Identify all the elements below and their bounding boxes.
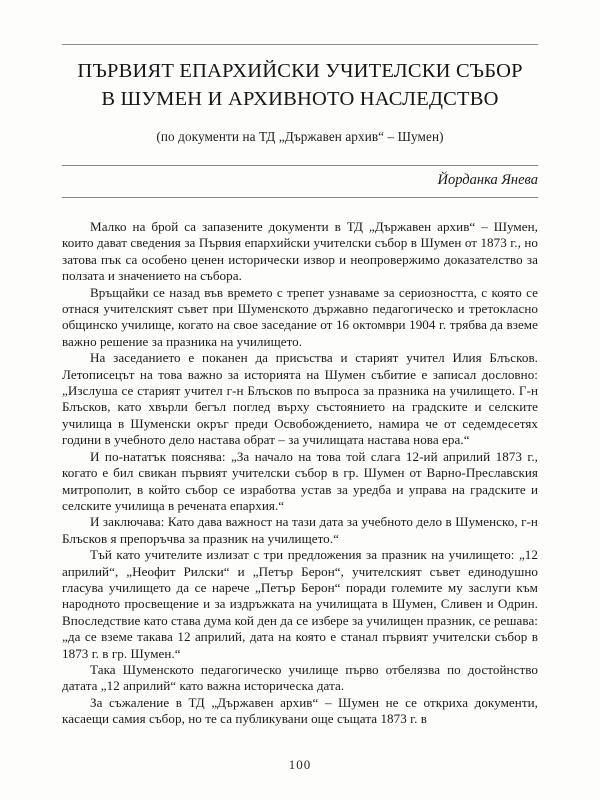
body-paragraph: Тъй като учителите излизат с три предложения за празник на училището: „12 априлий“, „Неофит Рилски“ и „Петър Берон“, учителският съвет единодушно гласува училището да се нарече „Петър Берон“ поради големите му заслуги към народното просвещение и за издръжката на училищата в Шумен, Сливен и Одрин. Впоследствие като става дума кой ден да се избере за училищен празник, се решава: „да се вземе такава 12 априлий, дата на която е станал първият учителски събор в 1873 г. в гр. Шумен.“ — [62, 547, 538, 661]
body-paragraph: Така Шуменското педагогическо училище първо отбелязва по достойнство датата „12 априлий“ като важна историческа дата. — [62, 661, 538, 694]
body-paragraph: Връщайки се назад във времето с трепет узнаваме за сериозността, с която се отнася учителският съвет при Шуменското държавно педагогическо и третокласно общинско училище, когато на свое заседание от 16 октомври 1904 г. трябва да вземе важно решение за празника на училището. — [62, 284, 538, 349]
header-rule-middle — [62, 165, 538, 166]
page-number: 100 — [288, 757, 312, 772]
body-text — [62, 219, 538, 728]
title-line-1: ПЪРВИЯТ ЕПАРХИЙСКИ УЧИТЕЛСКИ СЪБОР — [77, 60, 523, 82]
body-paragraph: Малко на брой са запазените документи в ТД „Държавен архив“ – Шумен, които дават сведения за Първия епархийски учителски събор в Шумен от 1873 г., но затова пък са особено ценен исторически извор и неопровержимо доказателство за ползата и значението на събора. — [62, 219, 538, 284]
body-paragraph: На заседанието е поканен да присъства и старият учител Илия Блъсков. Летописецът на това важно за историята на Шумен събитие е записал дословно: „Изслуша се старият учител г-н Блъсков по въпроса за празника на училището. Г-н Блъсков, като хвърли бегъл поглед върху състоянието на градските и селските училища в Шуменски окръг преди Освобождението, намира че от седемдесетях години в учебното дело настава обрат – за училищата настава нова ера.“ — [62, 350, 538, 448]
header-rule-bottom — [62, 197, 538, 198]
title-line-2: В ШУМЕН И АРХИВНОТО НАСЛЕДСТВО — [101, 88, 499, 110]
body-paragraph: За съжаление в ТД „Държавен архив“ – Шумен не се откриха документи, касаещи самия събор, но те са публикувани още същата 1873 г. в — [62, 694, 538, 727]
page-subtitle: (по документи на ТД „Държавен архив“ – Шумен) — [156, 129, 444, 144]
body-paragraph: И заключава: Като дава важност на тази дата за учебното дело в Шуменско, г-н Блъсков я препоръчва за празник на училището.“ — [62, 514, 538, 546]
author-byline: Йорданка Янева — [437, 172, 538, 188]
body-paragraph: И по-нататък пояснява: „За начало на това той слага 12-ий априлий 1873 г., когато е бил свикан първият учителски събор в гр. Шумен от Варно-Преславския митрополит, в който събор се изработва устав за уредба и управа на градските и селските училища в речената епархия.“ — [62, 448, 538, 513]
page-title — [56, 57, 544, 113]
header-rule-top — [62, 44, 538, 45]
